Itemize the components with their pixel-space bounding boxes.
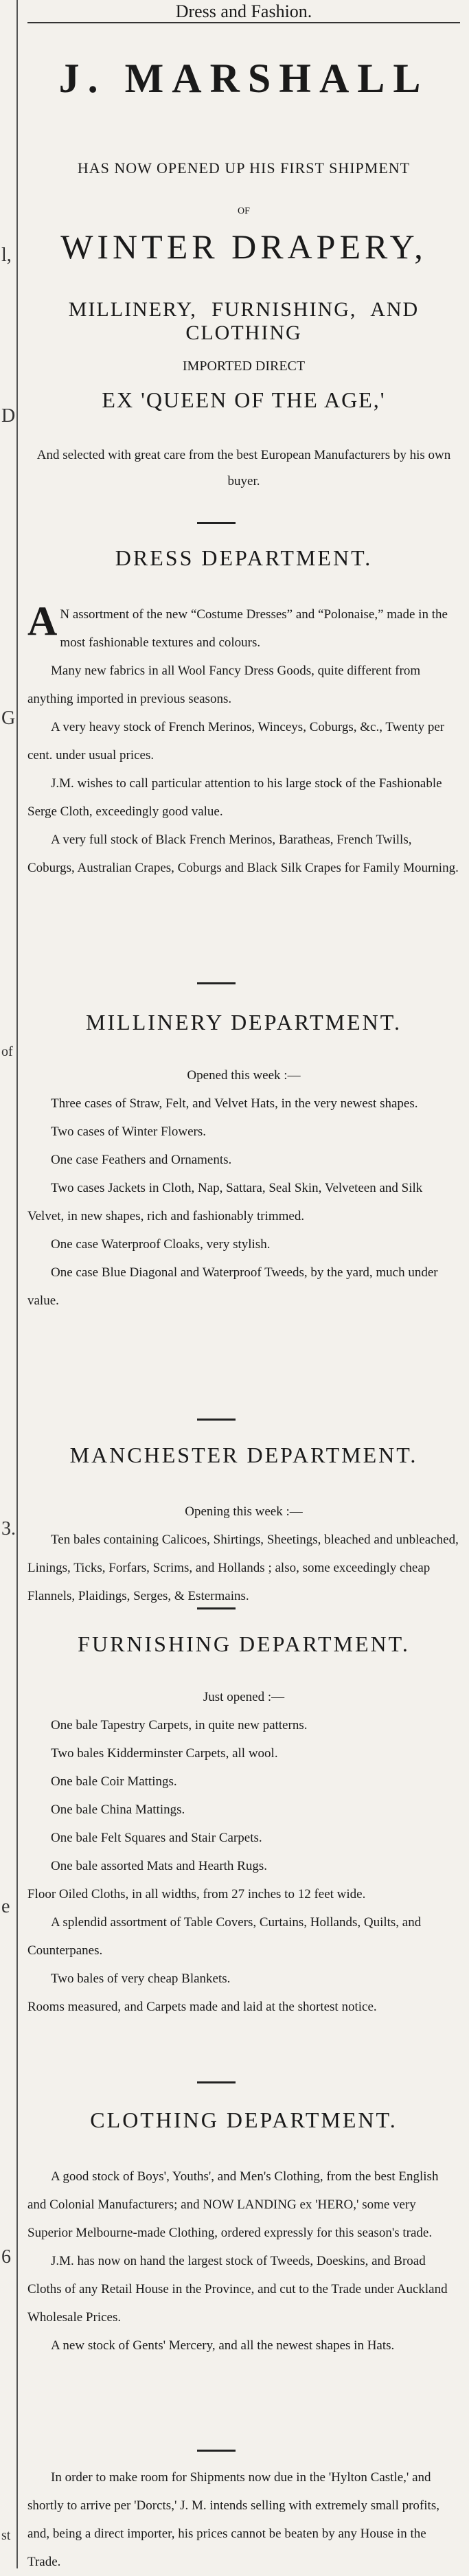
column-rule [16, 0, 18, 2568]
dress-para-4: J.M. wishes to call particular attention to his large stock of the Fashionable Serge Cloth, exceedingly good value. [27, 776, 442, 819]
gutter-fragment: st [1, 2528, 11, 2543]
furnishing-para-6: One bale assorted Mats and Hearth Rugs. [51, 1859, 268, 1873]
advertiser-name: J. MARSHALL [58, 56, 429, 101]
section-dash [197, 2081, 236, 2083]
selected-line: And selected with great care from the best European Manufacturers by his own buyer. [36, 448, 451, 488]
gutter-fragment: e [1, 1896, 10, 1917]
gutter-fragment: of [1, 1044, 13, 1059]
furnishing-intro: Just opened :— [203, 1690, 285, 1704]
clothing-department-text [27, 2162, 460, 2360]
running-head: Dress and Fashion. [27, 0, 460, 23]
furnishing-department-text [27, 1683, 460, 2021]
furnishing-para-7: Floor Oiled Cloths, in all widths, from 27 inches to 12 feet wide. [27, 1887, 366, 1901]
furnishing-para-10: Rooms measured, and Carpets made and laid at the shortest notice. [27, 2000, 377, 2014]
millinery-department-heading: MILLINERY DEPARTMENT. [86, 1010, 402, 1035]
closing-para: In order to make room for Shipments now due in the 'Hylton Castle,' and shortly to arrive per 'Dorcts,' J. M. intends selling with extremely small profits, and, being a direct importer, his prices cannot be beaten by any House in the Trade. [27, 2470, 439, 2569]
millinery-para-2: Two cases of Winter Flowers. [51, 1125, 207, 1139]
gutter-fragment: l, [1, 245, 12, 266]
imported-line: IMPORTED DIRECT [182, 359, 306, 374]
dress-para-3: A very heavy stock of French Merinos, Winceys, Coburgs, &c., Twenty per cent. under usual prices. [27, 720, 445, 762]
millinery-para-4: Two cases Jackets in Cloth, Nap, Sattara, Seal Skin, Velveteen and Silk Velvet, in new shapes, rich and fashionably trimmed. [27, 1181, 423, 1223]
millinery-para-5: One case Waterproof Cloaks, very stylish. [51, 1237, 271, 1252]
clothing-para-3: A new stock of Gents' Mercery, and all the newest shapes in Hats. [51, 2338, 395, 2353]
winter-drapery-heading: WINTER DRAPERY, [60, 227, 427, 266]
announcement-line: HAS NOW OPENED UP HIS FIRST SHIPMENT [77, 159, 411, 177]
dress-para-5: A very full stock of Black French Merinos, Baratheas, French Twills, Coburgs, Australian Crapes, Coburgs and Black Silk Crapes for Family Mourning. [27, 833, 459, 875]
clothing-department-heading: CLOTHING DEPARTMENT. [90, 2108, 398, 2132]
clothing-para-2: J.M. has now on hand the largest stock of Tweeds, Doeskins, and Broad Cloths of any Retail House in the Province, and cut to the Trade under Auckland Wholesale Prices. [27, 2254, 448, 2325]
millinery-department-text [27, 1061, 460, 1315]
section-dash [197, 2450, 236, 2452]
gutter-fragment: D [1, 405, 16, 427]
furnishing-para-5: One bale Felt Squares and Stair Carpets. [51, 1831, 262, 1845]
dress-department-heading: DRESS DEPARTMENT. [115, 545, 373, 570]
dress-department-text [27, 600, 460, 882]
dress-para-1-text: N assortment of the new “Costume Dresses” and “Polonaise,” made in the most fashionable textures and colours. [60, 607, 448, 650]
of-line: OF [238, 206, 250, 216]
manchester-intro: Opening this week :— [185, 1504, 303, 1519]
section-dash [197, 1607, 236, 1609]
gutter-fragment: 6 [1, 2246, 11, 2268]
closing-notice [27, 2463, 460, 2576]
millinery-para-6: One case Blue Diagonal and Waterproof Tweeds, by the yard, much under value. [27, 1265, 438, 1308]
ship-line: EX 'QUEEN OF THE AGE,' [102, 387, 386, 412]
section-dash [197, 522, 236, 524]
dress-para-1 [27, 600, 460, 657]
manchester-para-1: Ten bales containing Calicoes, Shirtings, Sheetings, bleached and unbleached, Linings, Ticks, Forfars, Scrims, and Hollands ; also, some exceedingly cheap Flannels, Plaidings, Serges, & Estermains. [27, 1533, 459, 1603]
gutter-fragment: G [1, 708, 16, 729]
furnishing-department-heading: FURNISHING DEPARTMENT. [78, 1631, 410, 1656]
furnishing-para-2: Two bales Kidderminster Carpets, all wool. [51, 1746, 278, 1761]
section-dash [197, 982, 236, 984]
furnishing-para-4: One bale China Mattings. [51, 1803, 185, 1817]
millinery-para-1: Three cases of Straw, Felt, and Velvet Hats, in the very newest shapes. [51, 1096, 418, 1111]
categories-line: MILLINERY, FURNISHING, AND CLOTHING [68, 298, 420, 344]
gutter-fragment: 3. [1, 1518, 16, 1539]
furnishing-para-3: One bale Coir Mattings. [51, 1774, 177, 1789]
manchester-department-text [27, 1498, 460, 1610]
clothing-para-1: A good stock of Boys', Youths', and Men's Clothing, from the best English and Colonial Manufacturers; and NOW LANDING ex 'HERO,' some very Superior Melbourne-made Clothing, ordered expressly for this season's trade. [27, 2169, 439, 2240]
millinery-intro: Opened this week :— [187, 1068, 301, 1083]
section-dash [197, 1419, 236, 1421]
drop-cap: A [27, 598, 58, 644]
dress-para-2: Many new fabrics in all Wool Fancy Dress Goods, quite different from anything imported in previous seasons. [27, 664, 421, 706]
furnishing-para-9: Two bales of very cheap Blankets. [51, 1971, 231, 1986]
furnishing-para-1: One bale Tapestry Carpets, in quite new patterns. [51, 1718, 308, 1732]
manchester-department-heading: MANCHESTER DEPARTMENT. [69, 1443, 418, 1467]
millinery-para-3: One case Feathers and Ornaments. [51, 1153, 232, 1167]
furnishing-para-8: A splendid assortment of Table Covers, Curtains, Hollands, Quilts, and Counterpanes. [27, 1915, 422, 1958]
